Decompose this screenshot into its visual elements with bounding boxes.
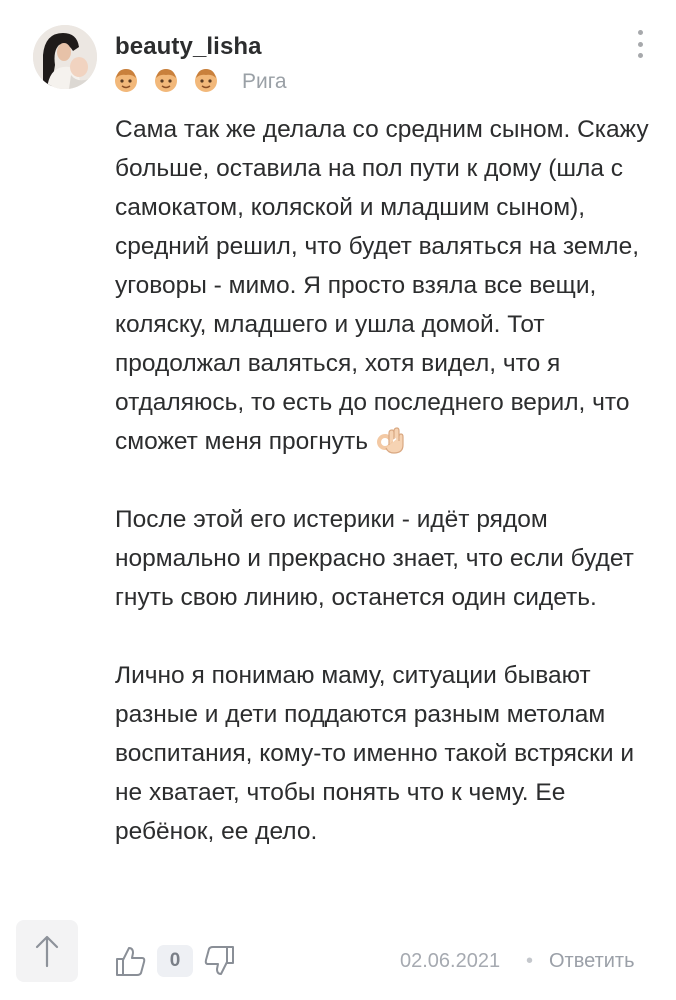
comment-date: 02.06.2021 (400, 950, 501, 972)
username[interactable]: beauty_lisha (115, 33, 262, 60)
thumbs-down-icon (202, 944, 236, 978)
avatar-photo (33, 25, 97, 89)
child-face-icon (152, 66, 180, 94)
more-options-icon[interactable] (628, 28, 652, 60)
child-face-icon (192, 66, 220, 94)
thumbs-up-icon (114, 944, 148, 978)
child-face-icon (112, 66, 140, 94)
comment-paragraph: Лично я понимаю маму, ситуации бывают разные и дети поддаются разным метолам воспитания, кому-то именно такой встряски и не хватает, чтобы понять что к чему. Ее ребёнок, ее дело. (115, 662, 635, 845)
like-button[interactable] (114, 944, 148, 978)
arrow-up-icon (33, 934, 61, 968)
reply-button[interactable]: Ответить (549, 950, 635, 972)
dislike-button[interactable] (202, 944, 236, 978)
comment-paragraph: После этой его истерики - идёт рядом нормально и прекрасно знает, что если будет гнуть свою линию, останется один сидеть. (115, 506, 634, 611)
user-badges (112, 66, 220, 94)
ok-hand-icon (374, 425, 404, 455)
user-city: Рига (242, 70, 287, 93)
scroll-to-top-button[interactable] (16, 920, 78, 982)
avatar[interactable] (33, 25, 97, 89)
separator-dot: • (526, 950, 534, 972)
comment-text: Сама так же делала со средним сыном. Скажу больше, оставила на пол пути к дому (шла с самокатом, коляской и младшим сыном), средний решил, что будет валяться на земле, уговоры - мимо. Я просто взяла все вещи, коляску, младшего и ушла домой. Тот продолжал валяться, хотя видел, что я отдаляюсь, то есть до последнего верил, что сможет меня прогнуть (115, 116, 649, 455)
comment-body (115, 110, 655, 851)
comment-paragraph (115, 110, 655, 461)
rating-count: 0 (157, 945, 193, 977)
